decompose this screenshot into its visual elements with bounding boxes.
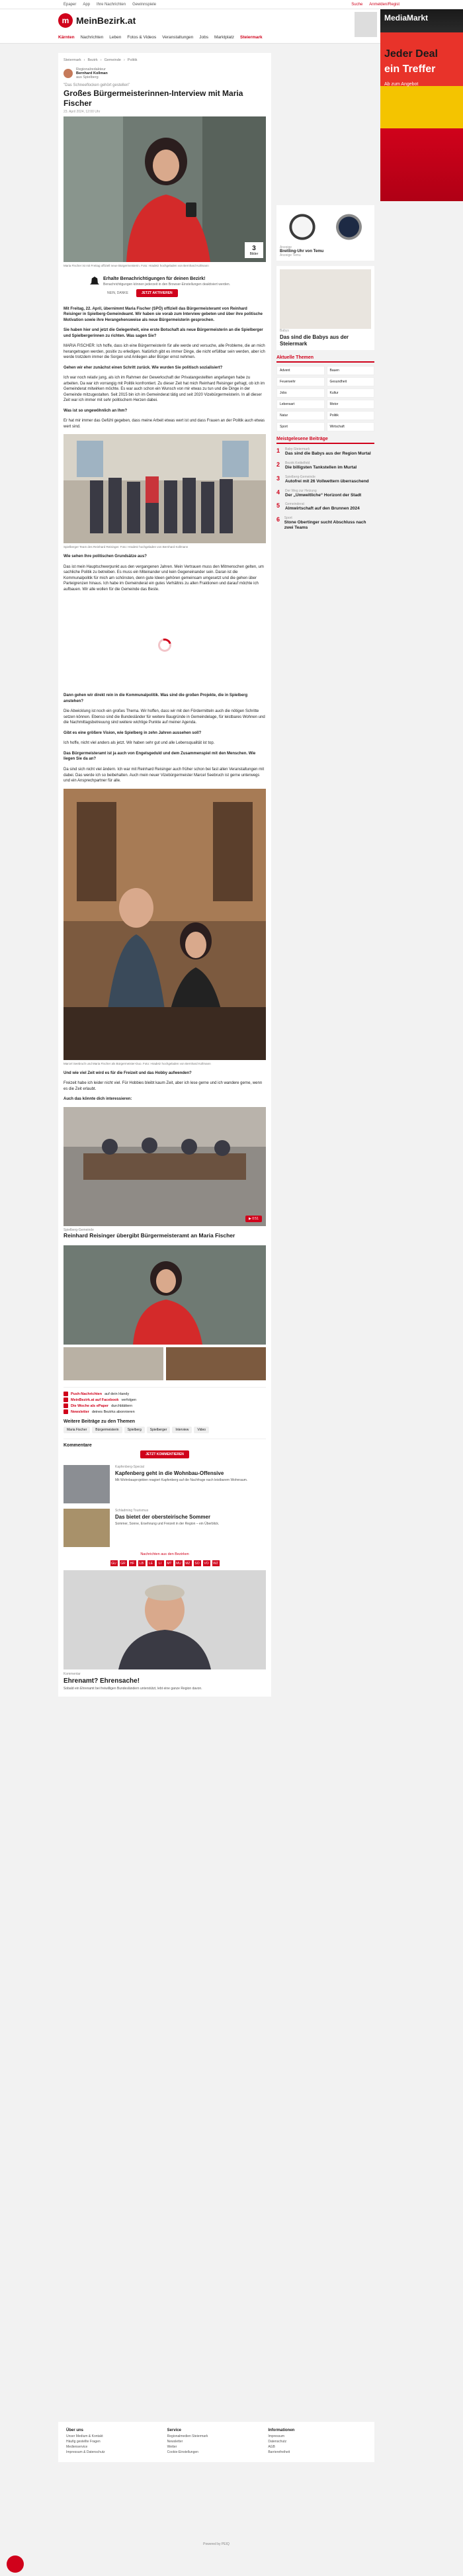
epaper-service-link[interactable] [63, 1403, 266, 1408]
nav-nachrichten[interactable]: Nachrichten [80, 35, 104, 40]
loading-spinner-icon [155, 636, 173, 654]
topics-box [63, 1419, 266, 1433]
video-loader[interactable] [63, 597, 266, 693]
related-title[interactable]: Reinhard Reisinger übergibt Bürgermeisteramt an Maria Fischer [63, 1231, 235, 1239]
answer: Das ist mein Hauptschwerpunkt aus den vergangenen Jahren. Mein Vertrauen muss den Mitmenschen gelten, um sachliche Politik zu betreiben. Es muss ein Miteinander und kein Gegeneinander sein. Daran ist die Kommunalpolitik für mich am schönsten, denn gute Ideen gehören gemeinsam umgesetzt und die gehen über Parteigrenzen hinaus. Ich habe im Gemeinderat ein gutes Verhältnis zu allen Fraktionen und darauf möchte ich aufbauen. Wir alle wollen für die Gemeinde das Beste. [63, 564, 264, 592]
notify-text [103, 277, 230, 297]
footer-link[interactable]: Datenschutz [268, 2440, 287, 2444]
districts-label[interactable]: Nachrichten aus den Bezirken [140, 1552, 189, 1557]
hero-illustration [63, 116, 266, 262]
rank: 3 [276, 474, 280, 482]
mv-kicker: Baby-Steiermark [285, 447, 310, 452]
most-read-list [276, 447, 374, 531]
search-link[interactable]: Suche [351, 2, 363, 7]
duo-illustration [63, 789, 266, 1060]
contests-link[interactable]: Gewinnspiele [132, 2, 157, 7]
question: Und wie viel Zeit wird es für die Freizeit und das Hobby aufwenden? [63, 1071, 192, 1075]
link-rest: deines Bezirks abonnieren [91, 1409, 135, 1414]
teaser-title[interactable]: Kapfenberg geht in die Wohnbau-Offensive [115, 1470, 224, 1477]
crumb-sep: › [123, 58, 125, 62]
answer: Die Abwicklung ist noch ein großes Thema. Wir hoffen, dass wir mit den Fördermitteln auch die nötigen Schritte setzen können. Ebenso sind die Bundesländer für weitere Baugründe in Gemeindelage, für leistbares Wohnen und die Nachmittagsbetreuung sind weitere wichtige Punkte auf meiner Agenda. [63, 709, 265, 725]
teaser-big-illustration [63, 1570, 266, 1669]
mv-title[interactable]: Der „Umweltliche“ Horizont der Stadt [285, 492, 362, 498]
floating-action-button[interactable] [7, 2555, 24, 2573]
link-rest: auf dein Handy [105, 1392, 130, 1396]
topic-chip[interactable]: Video [194, 1427, 209, 1433]
most-read-item[interactable] [276, 489, 374, 498]
district-tab[interactable]: LI [157, 1560, 164, 1566]
author-role: Regionalredakteur [76, 67, 106, 71]
district-pager [63, 1560, 266, 1566]
answer: Er hat mir immer das Gefühl gegeben, dass meine Arbeit etwas wert ist und dass Frauen an der Politik auch etwas wert sind. [63, 419, 265, 429]
comments-title: Kommentare [63, 1443, 92, 1448]
mv-kicker: Bezirk Knittelfeld [285, 461, 310, 465]
side-ad-banner[interactable] [380, 9, 463, 201]
rank: 4 [276, 488, 280, 496]
related-article[interactable] [63, 1107, 266, 1239]
answer: MARIA FISCHER: Ich hoffe, dass ich eine Bürgermeisterin für alle werde und versuche, alle Probleme, die an mich herangetragen werden, positiv zu erledigen. Natürlich gibt es immer Dinge, die nicht erfüllbar sein werden, aber ich werde trotzdem immer die Sorgen und Anliegen aller Bürger ernst nehmen. [63, 344, 265, 360]
notify-activate-button[interactable]: JETZT AKTIVIEREN [136, 289, 178, 297]
footer-link[interactable]: Häufig gestellte Fragen [66, 2440, 101, 2444]
most-read-item[interactable] [276, 461, 374, 470]
teaser-kicker: Schladming Tourismus [115, 1509, 149, 1513]
footer-col-title: Informationen [268, 2428, 295, 2432]
teaser-big-text: Sobald ein Ehrenamt bei freiwilligen Bundesländern unterstützt, lebt eine ganze Region davon. [63, 1687, 202, 1691]
mv-title[interactable]: Die billigsten Tankstellen im Murtal [285, 465, 357, 470]
district-tab[interactable]: MU [176, 1561, 181, 1566]
push-icon [63, 1392, 68, 1396]
photo-count-label: Bilder [249, 251, 259, 256]
group-caption: Spielberger Team des Reinhard Reisinger. Foto: Hradetz hochgeladen von Bernhard Kollmann [63, 545, 189, 549]
footer-link[interactable]: Cookie-Einstellungen [167, 2450, 198, 2454]
footer-link[interactable]: Regionalmedien Steiermark [167, 2434, 208, 2438]
notify-title: Erhalte Benachrichtigungen für deinen Bezirk! [103, 277, 206, 281]
gallery-illustration-1 [63, 1245, 266, 1345]
ad-headline-2: ein Treffer [384, 63, 436, 75]
mv-body [284, 516, 374, 531]
footer-col-title: Service [167, 2428, 182, 2432]
hero-caption: Maria Fischer ist mit Freitag offiziell neue Bürgermeisterin. Foto: Hradetz hochgeladen von Bernhard Kollmann [63, 264, 209, 267]
epaper-icon [63, 1403, 68, 1408]
author-info [76, 67, 108, 79]
crumb-1[interactable]: Steiermark [63, 58, 81, 62]
topic-tile[interactable]: Sport [276, 422, 325, 431]
link-rest: durchblättern [111, 1403, 133, 1408]
ad-brand: MediaMarkt [384, 13, 429, 22]
district-tab[interactable]: GR [120, 1561, 126, 1566]
footer-link[interactable]: AGB [268, 2445, 275, 2449]
utility-bar [0, 0, 463, 9]
link-rest: verfolgen [121, 1398, 137, 1402]
baby-teaser[interactable] [276, 266, 374, 350]
author-box[interactable] [63, 67, 266, 79]
related-video-thumb[interactable] [63, 1107, 266, 1226]
mv-title[interactable]: Das sind die Babys aus der Region Murtal [285, 451, 371, 457]
link-bold: Push-Nachrichten [71, 1392, 103, 1396]
article-body [63, 306, 266, 430]
hero-image[interactable] [63, 116, 266, 262]
bell-icon [90, 277, 99, 286]
site-footer [58, 2422, 374, 2462]
mv-body [285, 461, 357, 470]
my-news-link[interactable]: Ihre Nachrichten [97, 2, 126, 7]
ad-headline: Jeder Deal [384, 48, 438, 60]
crumb-sep: › [100, 58, 102, 62]
nav-kaernten[interactable]: Kärnten [58, 35, 75, 40]
topic-tile[interactable]: Feuerwehr [276, 377, 325, 386]
service-links [63, 1387, 266, 1414]
question: Was ist so ungewöhnlich an Ihm? [63, 408, 128, 413]
teaser-text: Sommer, Sonne, Ersehnung und Freizeit in der Region – ein Überblick. [115, 1521, 220, 1526]
most-read-item[interactable] [276, 516, 374, 531]
district-tab[interactable]: MT [167, 1561, 172, 1566]
most-read-item[interactable] [276, 502, 374, 511]
push-link[interactable] [63, 1392, 266, 1396]
notification-box [63, 273, 266, 301]
mv-title[interactable]: Autofrei mit 26 Vollwettern überraschend [285, 478, 369, 484]
crumb-3[interactable]: Gemeinde [104, 58, 121, 62]
teaser-title[interactable]: Das bietet der obersteirische Sommer [115, 1514, 211, 1521]
mv-body [285, 502, 360, 511]
nav-leben[interactable]: Leben [109, 35, 122, 40]
related-illustration [63, 1107, 266, 1226]
rank: 2 [276, 461, 280, 468]
baby-label: Babys [280, 329, 289, 333]
watch-title[interactable]: Breitling-Uhr von Temu [280, 249, 324, 253]
facebook-icon [63, 1398, 68, 1402]
teaser-body [115, 1465, 247, 1503]
district-tab[interactable]: WZ [213, 1561, 218, 1566]
district-tab[interactable]: SO [194, 1561, 200, 1566]
question: Sie haben hier und jetzt die Gelegenheit, eine erste Botschaft als neue Bürgermeisterin an die Spielberger und Spielbergerinnen zu richten. Was sagen Sie? [63, 328, 263, 338]
spacer [63, 1458, 266, 1465]
powered-by: Powered by PEIQ [203, 2542, 230, 2546]
footer-link[interactable]: Barrierefreiheit [268, 2450, 290, 2454]
watch-label: Anzeige [280, 245, 292, 249]
footer-link[interactable]: Impressum & Datenschutz [66, 2450, 105, 2454]
topic-tile[interactable]: Politik [327, 411, 375, 420]
sidebar [276, 53, 374, 535]
teaser-image[interactable] [63, 1509, 110, 1547]
author-meta: aus Spielberg [76, 75, 99, 79]
notify-desc: Benachrichtigungen können jederzeit in den Browser-Einstellungen deaktiviert werden. [103, 283, 231, 287]
related-kicker: Spielberg-Gemeinde [63, 1227, 94, 1232]
topic-chip[interactable]: Interview [172, 1427, 192, 1433]
gallery-image-1[interactable] [63, 1245, 266, 1345]
paragraph-lead: Mit Freitag, 22. April, übernimmt Maria Fischer (SPÖ) offiziell das Bürgermeisteramt von Reinhard Reisinger in Spielberg-Gemeindeamt. Wir haben sie vorab zum Interview gebeten und über ihre politische Motivation sowie ihre Herangehensweise als neue Bürgermeisterin gesprochen. [63, 306, 263, 322]
nav-steiermark[interactable]: Steiermark [240, 35, 263, 40]
current-topics-grid [276, 366, 374, 431]
link-bold: Die Woche als ePaper [71, 1403, 109, 1408]
mv-kicker: Der Weg zur Heizung [285, 488, 317, 493]
topic-tile[interactable]: Lebensart [276, 400, 325, 409]
link-bold: Newsletter [71, 1409, 89, 1414]
mv-body [285, 475, 369, 484]
related-label: Auch das könnte dich interessieren: [63, 1097, 132, 1102]
gallery-thumb[interactable] [166, 1347, 266, 1380]
answer: Da sind sich nicht viel ändern. Ich war mit Reinhard Reisinger auch früher schon bei fast allen Veranstaltungen mit dabei. Das werde ich so beibehalten. Auch mein neuer Vizebürgermeister Marcel Seebruch ist gerne unterwegs und ein Ansprechpartner für alle. [63, 768, 265, 783]
facebook-link[interactable] [63, 1398, 266, 1402]
article-kicker: "Das Schneeflocken gehört gestellen" [63, 83, 130, 87]
topic-chip[interactable]: Spielberg [124, 1427, 145, 1433]
breadcrumb [63, 58, 266, 62]
topic-tile[interactable]: Motor [327, 400, 375, 409]
mv-title[interactable]: Almwirtschaft auf den Brunnen 2024 [285, 506, 360, 511]
photo-count: 3 [252, 244, 256, 252]
logo-icon[interactable]: m [58, 13, 73, 28]
nav-fotos[interactable]: Fotos & Videos [127, 35, 157, 40]
crumb-2[interactable]: Bezirk [87, 58, 98, 62]
article-date: 23. April 2024, 12:00 Uhr [63, 110, 101, 114]
district-tab[interactable]: MZ [185, 1561, 190, 1566]
ad-small-placeholder[interactable] [355, 12, 377, 37]
district-tab[interactable]: VO [204, 1561, 209, 1566]
group-illustration [63, 434, 266, 543]
crumb-4[interactable]: Politik [127, 58, 138, 62]
mv-body [285, 447, 371, 457]
topic-tile[interactable]: Advent [276, 366, 325, 375]
answer: Ich war noch relativ jung, als ich im Rahmen der Gewerkschaft der Privatangestellten angefangen habe zu arbeiten. Da war ich vorrangig mit Politik konfrontiert. Zu dieser Zeit hat mich Reinhard Reisinger gefragt, ob ich im Gemeinderat mitwirken möchte. Es war auch schon ein Wunsch von mir etwas zu tun und die Dinge in der Gemeinde mitzugestalten. Seit 2015 bin ich im Gemeinderat tätig und seit 2020 Vizebürgermeisterin. In all dieser Zeit war ich immer mit sehr politischem Herzen dabei. [63, 376, 265, 403]
district-tab[interactable]: HF [129, 1560, 136, 1566]
comment-button[interactable]: JETZT KOMMENTIEREN [140, 1450, 189, 1458]
footer-col [167, 2428, 266, 2456]
watch-row [280, 208, 371, 245]
topic-chip[interactable]: Maria Fischer [63, 1427, 90, 1433]
article-body-3 [63, 693, 266, 783]
watch-image[interactable] [280, 208, 325, 245]
teaser-kicker: Kapfenberg-Special [115, 1465, 144, 1470]
nav-jobs[interactable]: Jobs [199, 35, 209, 40]
topic-tile[interactable]: Gesundheit [327, 377, 375, 386]
watch-ad[interactable] [276, 205, 374, 261]
footer-link[interactable]: Medienservice [66, 2445, 88, 2449]
mv-title[interactable]: Stone Obertinger sucht Abschluss nach zwei Teams [284, 520, 366, 530]
most-read-item[interactable] [276, 475, 374, 484]
link-bold: MeinBezirk.at auf Facebook [71, 1398, 119, 1402]
question: Gibt es eine größere Vision, wie Spielberg in zehn Jahren aussehen soll? [63, 731, 202, 735]
footer-link[interactable]: Unser Medium & Kontakt [66, 2434, 103, 2438]
app-link[interactable]: App [83, 2, 91, 7]
article-column [58, 53, 271, 1697]
mv-body [285, 489, 361, 498]
current-topics-title: Aktuelle Themen [276, 355, 374, 363]
topic-chips [63, 1427, 266, 1433]
baby-title[interactable]: Das sind die Babys aus der Steiermark [280, 334, 349, 347]
teaser-big[interactable] [63, 1669, 266, 1691]
mv-kicker: Gemeinderat [285, 502, 304, 507]
teaser-card[interactable] [63, 1509, 266, 1547]
notify-later-button[interactable]: NEIN, DANKE [107, 290, 128, 295]
teaser-card[interactable] [63, 1465, 266, 1503]
gallery-thumbs [63, 1347, 266, 1380]
author-avatar[interactable] [63, 69, 73, 78]
mv-kicker: Spielberg-Gemeinde [285, 474, 316, 479]
ad-cta: Ab zum Angebot [384, 81, 419, 87]
mv-kicker: Sport [284, 516, 292, 521]
teaser-body [115, 1509, 219, 1547]
nav-market[interactable]: Marktplatz [214, 35, 234, 40]
utility-right [351, 3, 400, 7]
district-tab[interactable]: LB [138, 1560, 146, 1566]
footer-link[interactable]: Newsletter [167, 2440, 183, 2444]
question: Das Bürgermeisteramt ist ja auch von Engelsgeduld und dem Zusammenspiel mit den Menschen. Wie liegen Sie da an? [63, 751, 256, 762]
author-name[interactable]: Bernhard Kollman [76, 71, 108, 75]
topic-tile[interactable]: Wirtschaft [327, 422, 375, 431]
teaser-big-title[interactable]: Ehrenamt? Ehrensache! [63, 1677, 140, 1685]
rank: 6 [276, 516, 280, 523]
crumb-sep: › [83, 58, 85, 62]
video-duration-badge: ▶ 0:51 [245, 1216, 262, 1222]
most-read-item[interactable] [276, 447, 374, 457]
duo-caption: Marcel Seebruch und Maria Fischer als Bürgermeister-Duo. Foto: Hradetz hochgeladen von Bernhard Kollmann [63, 1061, 211, 1065]
teaser-big-kicker: Kommentar [63, 1672, 81, 1677]
footer-link[interactable]: Impressum [268, 2434, 285, 2438]
answer: Ich hoffe, nicht viel anders als jetzt. Wir haben sehr gut und alle Lebensqualität ist top. [63, 741, 215, 746]
district-tab[interactable]: GU [111, 1561, 116, 1566]
district-tab[interactable]: LE [147, 1560, 155, 1566]
footer-col [268, 2428, 366, 2456]
epaper-link[interactable]: Epaper [63, 2, 77, 7]
topics-title: Weitere Beiträge zu den Themen [63, 1419, 136, 1425]
gallery-thumb[interactable] [63, 1347, 163, 1380]
group-photo[interactable] [63, 434, 266, 543]
question: Gehen wir eher zunächst einen Schritt zurück. Wie wurden Sie politisch sozialisiert? [63, 365, 223, 370]
topic-tile[interactable]: Bauen [327, 366, 375, 375]
article-body-2 [63, 554, 266, 592]
duo-photo[interactable] [63, 789, 266, 1060]
topic-tile[interactable]: Kultur [327, 388, 375, 398]
article-body-4 [63, 1071, 266, 1102]
teaser-image[interactable] [63, 1465, 110, 1503]
question: Dann gehen wir direkt rein in die Kommunalpolitik. Was sind die großen Projekte, die in Spielberg anstehen? [63, 693, 248, 703]
most-read-title: Meistgelesene Beiträge [276, 437, 374, 444]
teaser-big-image[interactable] [63, 1570, 266, 1669]
topic-chip[interactable]: Bürgermeisterin [92, 1427, 122, 1433]
topic-chip[interactable]: Spielberger [147, 1427, 171, 1433]
site-name[interactable]: MeinBezirk.at [76, 15, 136, 26]
answer: Freizeit habe ich leider nicht viel. Für Hobbies bleibt kaum Zeit, aber ich lese gerne und ich wandere gerne, wenn es die Zeit erlaubt. [63, 1081, 263, 1091]
newsletter-icon [63, 1409, 68, 1414]
photo-count-badge[interactable] [245, 242, 263, 258]
topic-tile[interactable]: Jobs [276, 388, 325, 398]
comments-section [63, 1439, 266, 1458]
footer-col-title: Über uns [66, 2428, 84, 2432]
topic-tile[interactable]: Natur [276, 411, 325, 420]
teaser-text: Mit Wohnbauprojekten reagiert Kapfenberg auf die Nachfrage nach leistbarem Wohnraum. [115, 1478, 248, 1482]
newsletter-link[interactable] [63, 1409, 266, 1414]
nav-events[interactable]: Veranstaltungen [162, 35, 194, 40]
login-link[interactable]: Anmelden/Regist [369, 2, 400, 7]
watch-sub: Anzeige Temu [280, 253, 301, 257]
article-title: Großes Bürgermeisterinnen-Interview mit Maria Fischer [63, 89, 243, 108]
baby-image[interactable] [280, 269, 371, 329]
watch-image[interactable] [327, 208, 372, 245]
rank: 5 [276, 502, 280, 510]
rank: 1 [276, 447, 280, 455]
footer-col [66, 2428, 165, 2456]
question: Wie sehen Ihre politischen Grundsätze aus? [63, 555, 147, 559]
footer-link[interactable]: Wetter [167, 2445, 177, 2449]
